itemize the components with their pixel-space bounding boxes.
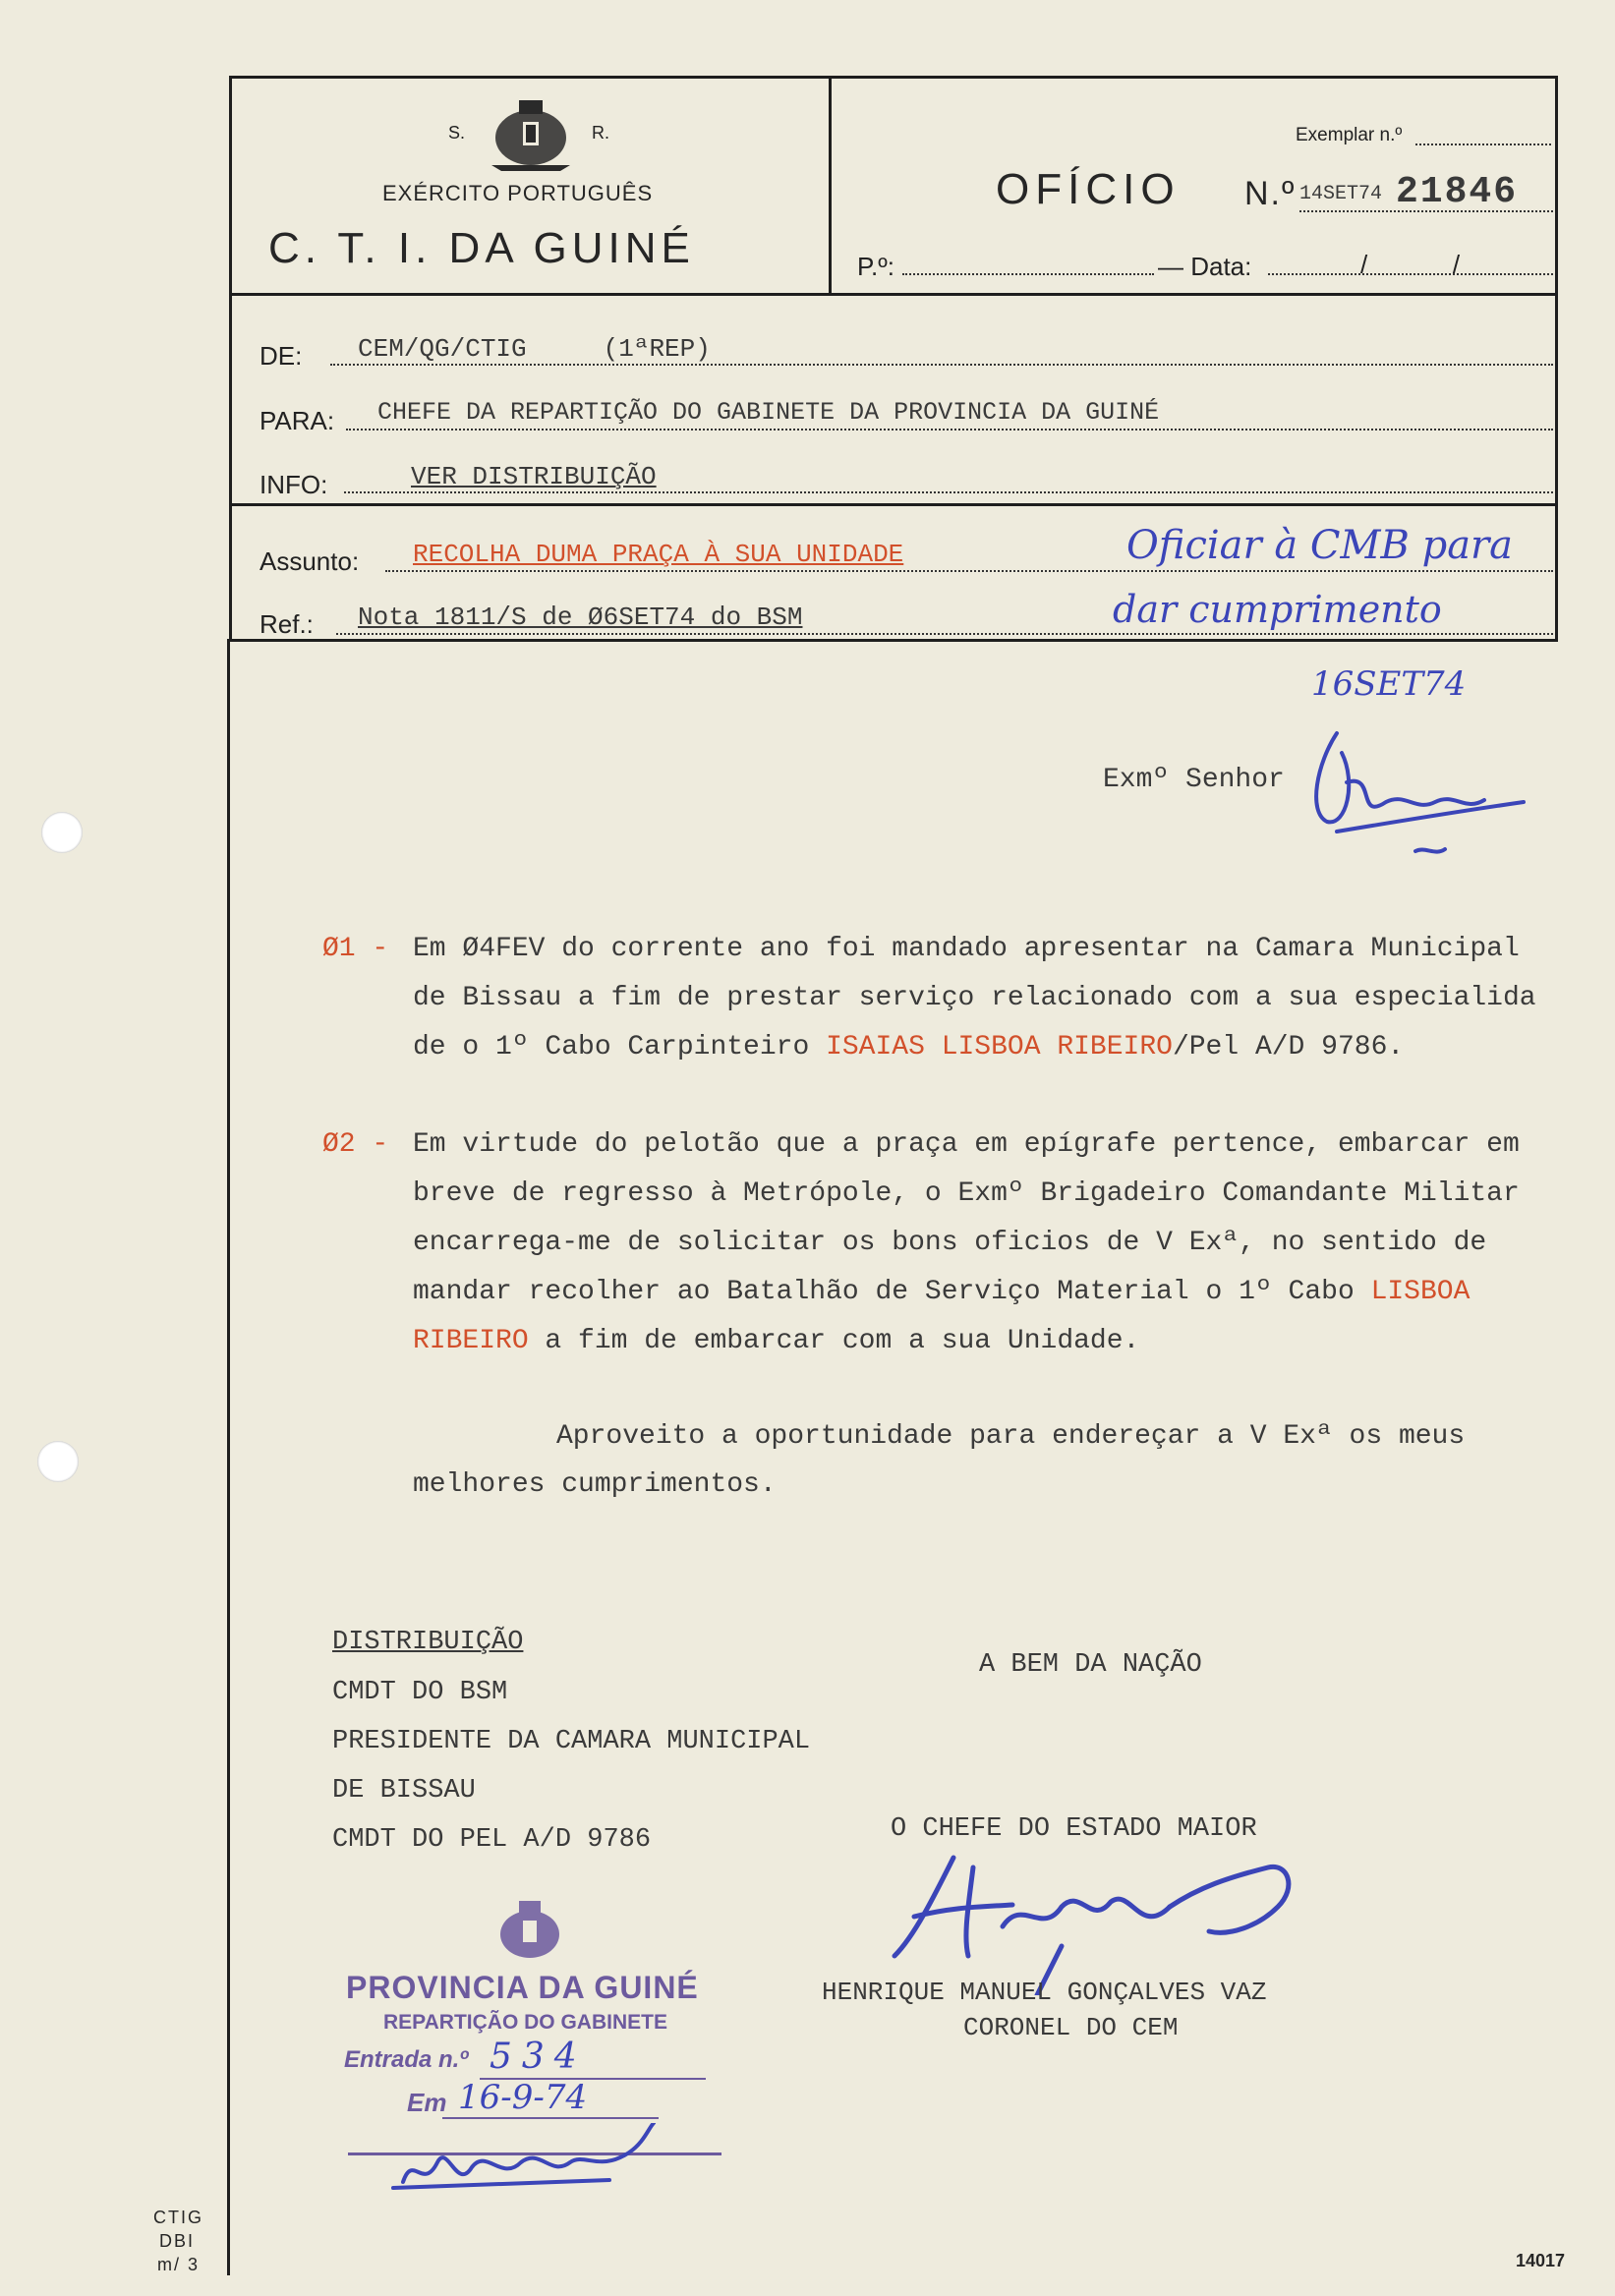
- stamp-entrada-value: 534: [490, 2037, 587, 2077]
- para-label: PARA:: [260, 406, 335, 435]
- doc-type: OFÍCIO: [996, 165, 1181, 213]
- paragraph-2-line-5-text: a fim de embarcar com a sua Unidade.: [528, 1326, 1140, 1356]
- crest-right-letter: R.: [592, 123, 609, 143]
- para-field-line: [346, 429, 1553, 430]
- coat-of-arms-icon: [482, 96, 580, 173]
- info-value: VER DISTRIBUIÇÃO: [411, 462, 657, 491]
- ref-value: Nota 1811/S de Ø6SET74 do BSM: [358, 603, 803, 632]
- closing-line-1: Aproveito a oportunidade para endereçar a V Exª os meus: [556, 1421, 1466, 1452]
- date-label: — Data:: [1158, 252, 1252, 281]
- exemplar-label: Exemplar n.º: [1296, 125, 1403, 145]
- po-field-line: [902, 273, 1154, 275]
- paragraph-2-line-5: [413, 1317, 1139, 1366]
- initials-signature: [1298, 723, 1533, 881]
- form-code-line-1: CTIG: [153, 2208, 203, 2227]
- paragraph-2-line-1: Em virtude do pelotão que a praça em epígrafe pertence, embarcar em: [413, 1129, 1520, 1160]
- info-field-line: [344, 491, 1553, 493]
- stamp-crest-icon: [486, 1897, 574, 1966]
- stamp-em-rule: [442, 2117, 659, 2119]
- paragraph-2-number: Ø2 -: [322, 1129, 389, 1160]
- date-slashes: / /: [1360, 250, 1461, 279]
- number-label: N.º: [1244, 175, 1297, 212]
- motto: A BEM DA NAÇÃO: [979, 1650, 1202, 1680]
- punch-hole-top: [41, 812, 83, 853]
- stamp-entrada-label: Entrada n.º: [344, 2046, 469, 2073]
- soldier-surname-2: RIBEIRO: [413, 1326, 529, 1356]
- assunto-value: RECOLHA DUMA PRAÇA À SUA UNIDADE: [413, 540, 904, 569]
- handwritten-date: 16SET74: [1311, 664, 1467, 704]
- ref-field-line: [336, 633, 1553, 635]
- document-number: 21846: [1396, 171, 1519, 213]
- de-field-line: [330, 364, 1553, 366]
- de-label: DE:: [260, 341, 303, 371]
- distribution-title: DISTRIBUIÇÃO: [332, 1628, 524, 1657]
- stamp-em-value: 16-9-74: [458, 2078, 588, 2117]
- salutation: Exmº Senhor: [1103, 765, 1285, 795]
- paragraph-1-line-1: Em Ø4FEV do corrente ano foi mandado apresentar na Camara Municipal: [413, 934, 1520, 964]
- signer-rank: CORONEL DO CEM: [963, 2013, 1179, 2042]
- signer-role: O CHEFE DO ESTADO MAIOR: [891, 1814, 1257, 1844]
- signer-name: HENRIQUE MANUEL GONÇALVES VAZ: [822, 1978, 1267, 2007]
- paragraph-2-line-4: [413, 1268, 1470, 1317]
- handwritten-note-line1: Oficiar à CMB para: [1126, 523, 1514, 568]
- stamp-line-2: REPARTIÇÃO DO GABINETE: [383, 2011, 667, 2034]
- stamp-line-1: PROVINCIA DA GUINÉ: [346, 1970, 699, 2005]
- org-name: EXÉRCITO PORTUGUÊS: [382, 181, 654, 205]
- soldier-surname-1: LISBOA: [1370, 1277, 1471, 1307]
- handwritten-note-line2: dar cumprimento: [1113, 588, 1442, 631]
- punch-hole-bottom: [37, 1441, 79, 1482]
- form-code-line-2: DBI: [159, 2231, 196, 2251]
- closing-line-2: melhores cumprimentos.: [413, 1469, 777, 1500]
- paragraph-1-line-3: [413, 1023, 1404, 1072]
- paragraph-2-line-3: encarrega-me de solicitar os bons oficios de V Exª, no sentido de: [413, 1228, 1487, 1258]
- paragraph-1-number: Ø1 -: [322, 934, 389, 964]
- distribution-item-2: PRESIDENTE DA CAMARA MUNICIPAL: [332, 1727, 811, 1756]
- paragraph-1-line-2: de Bissau a fim de prestar serviço relacionado com a sua especialida: [413, 983, 1536, 1013]
- print-number: 14017: [1516, 2251, 1566, 2270]
- paragraph-2-line-2: breve de regresso à Metrópole, o Exmº Brigadeiro Comandante Militar: [413, 1178, 1520, 1209]
- number-stamp-date: 14SET74: [1299, 183, 1383, 205]
- form-code-line-3: m/ 3: [157, 2255, 201, 2274]
- header-bottom-rule: [229, 293, 1558, 296]
- assunto-label: Assunto:: [260, 546, 360, 576]
- left-margin-rule: [227, 639, 230, 2275]
- header-divider: [829, 76, 832, 294]
- po-label: P.º:: [857, 252, 894, 281]
- distribution-item-4: CMDT DO PEL A/D 9786: [332, 1825, 652, 1855]
- soldier-name: ISAIAS LISBOA RIBEIRO: [826, 1032, 1173, 1062]
- paragraph-1-line-3-unit: /Pel A/D 9786.: [1172, 1032, 1405, 1062]
- exemplar-field-line: [1415, 144, 1551, 145]
- para-value: CHEFE DA REPARTIÇÃO DO GABINETE DA PROVINCIA DA GUINÉ: [377, 398, 1160, 427]
- stamp-initials-signature: [383, 2123, 678, 2202]
- routing-bottom-rule: [229, 503, 1558, 506]
- info-label: INFO:: [260, 470, 328, 499]
- number-field-line: [1299, 210, 1553, 212]
- paragraph-1-line-3-text: de o 1º Cabo Carpinteiro: [413, 1032, 827, 1062]
- ref-label: Ref.:: [260, 609, 314, 639]
- de-value: CEM/QG/CTIG (1ªREP): [358, 334, 711, 364]
- assunto-field-line: [385, 570, 1553, 572]
- paragraph-2-line-4-text: mandar recolher ao Batalhão de Serviço Material o 1º Cabo: [413, 1277, 1371, 1307]
- handwritten-signature: [875, 1848, 1347, 1995]
- distribution-item-3: DE BISSAU: [332, 1776, 476, 1806]
- distribution-item-1: CMDT DO BSM: [332, 1678, 508, 1707]
- stamp-em-label: Em: [407, 2088, 447, 2117]
- unit-name: C. T. I. DA GUINÉ: [268, 224, 695, 272]
- crest-left-letter: S.: [448, 123, 466, 143]
